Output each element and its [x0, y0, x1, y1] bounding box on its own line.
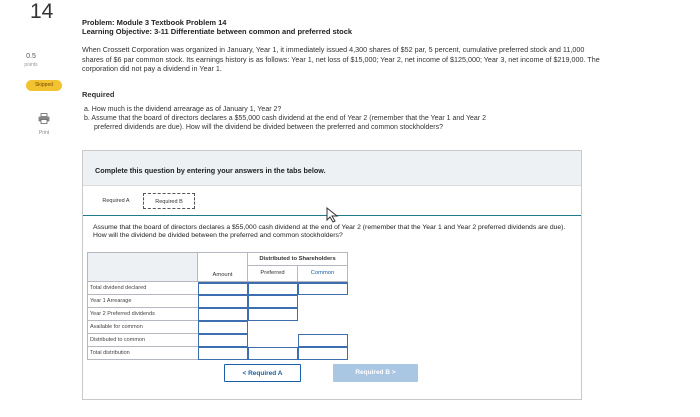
question-number: 14	[30, 0, 54, 23]
answer-panel	[82, 150, 582, 400]
print-label: Print	[38, 130, 50, 136]
input-distributed-common-common[interactable]	[298, 334, 348, 347]
distribution-table	[87, 252, 353, 362]
tab-required-a[interactable]: Required A	[102, 198, 130, 204]
table-header-blank	[87, 252, 198, 282]
problem-title	[82, 18, 352, 36]
part-b-line1: b. Assume that the board of directors declares a $55,000 cash dividend at the end of Year 2 (remember that the Year 1 and Year 2	[84, 115, 486, 122]
row-label-total-declared: Total dividend declared	[87, 282, 198, 295]
input-year2-preferred-preferred[interactable]	[248, 308, 298, 321]
instruction-text: Assume that the board of directors declares a $55,000 cash dividend at the end of Year 2 (remember that the Year 1 and Year 2 preferred dividends are due). How will the dividend be divided between the preferred and common stockholders?	[93, 224, 566, 239]
input-distributed-common-amount[interactable]	[198, 334, 248, 347]
required-heading: Required	[82, 90, 115, 99]
tab-required-b[interactable]: Required B	[143, 193, 195, 209]
input-available-common-amount[interactable]	[198, 321, 248, 334]
problem-title-line1: Problem: Module 3 Textbook Problem 14	[82, 18, 227, 27]
panel-heading: Complete this question by entering your answers in the tabs below.	[83, 151, 581, 186]
input-total-distribution-preferred[interactable]	[248, 347, 298, 360]
printer-icon	[38, 113, 50, 124]
part-b-line2: preferred dividends are due). How will the dividend be divided between the preferred and common stockholders?	[94, 124, 444, 131]
problem-intro: When Crossett Corporation was organized in January, Year 1, it immediately issued 4,300 shares of $52 par, 5 percent, cumulative preferred stock and 11,000 shares of $6 par common stock. Its earnings history is as follows: Year 1, net loss of $15,000; Year 2, net income of $125,000; Year 3, net income of $219,000. The corporation did not pay a dividend in Year 1.	[82, 45, 600, 74]
row-label-total-distribution: Total distribution	[87, 347, 198, 360]
points-unit: points	[24, 62, 38, 68]
skipped-badge: Skipped	[26, 80, 62, 91]
column-header-amount: Amount	[198, 252, 248, 282]
next-required-b-button[interactable]: Required B >	[333, 364, 418, 382]
row-label-year2-preferred: Year 2 Preferred dividends	[87, 308, 198, 321]
input-year2-preferred-amount[interactable]	[198, 308, 248, 321]
column-header-common: Common	[298, 266, 348, 282]
part-b-text	[84, 114, 604, 132]
row-label-available-common: Available for common	[87, 321, 198, 334]
input-year1-arrearage-preferred[interactable]	[248, 295, 298, 308]
column-header-distributed: Distributed to Shareholders	[248, 252, 348, 266]
column-header-preferred: Preferred	[248, 266, 298, 282]
prev-required-a-button[interactable]: < Required A	[224, 364, 301, 382]
row-label-year1-arrearage: Year 1 Arrearage	[87, 295, 198, 308]
input-total-distribution-common[interactable]	[298, 347, 348, 360]
problem-title-line2: Learning Objective: 3-11 Differentiate between common and preferred stock	[82, 27, 353, 36]
points-value: 0.5	[26, 53, 36, 60]
part-a-text: a. How much is the dividend arrearage as of January 1, Year 2?	[84, 106, 282, 113]
print-button[interactable]	[37, 111, 51, 136]
input-year1-arrearage-amount[interactable]	[198, 295, 248, 308]
input-total-distribution-amount[interactable]	[198, 347, 248, 360]
row-label-distributed-common: Distributed to common	[87, 334, 198, 347]
input-total-declared-preferred[interactable]	[248, 282, 298, 295]
points-indicator	[18, 53, 44, 69]
input-total-declared-amount[interactable]	[198, 282, 248, 295]
input-total-declared-common[interactable]	[298, 282, 348, 295]
